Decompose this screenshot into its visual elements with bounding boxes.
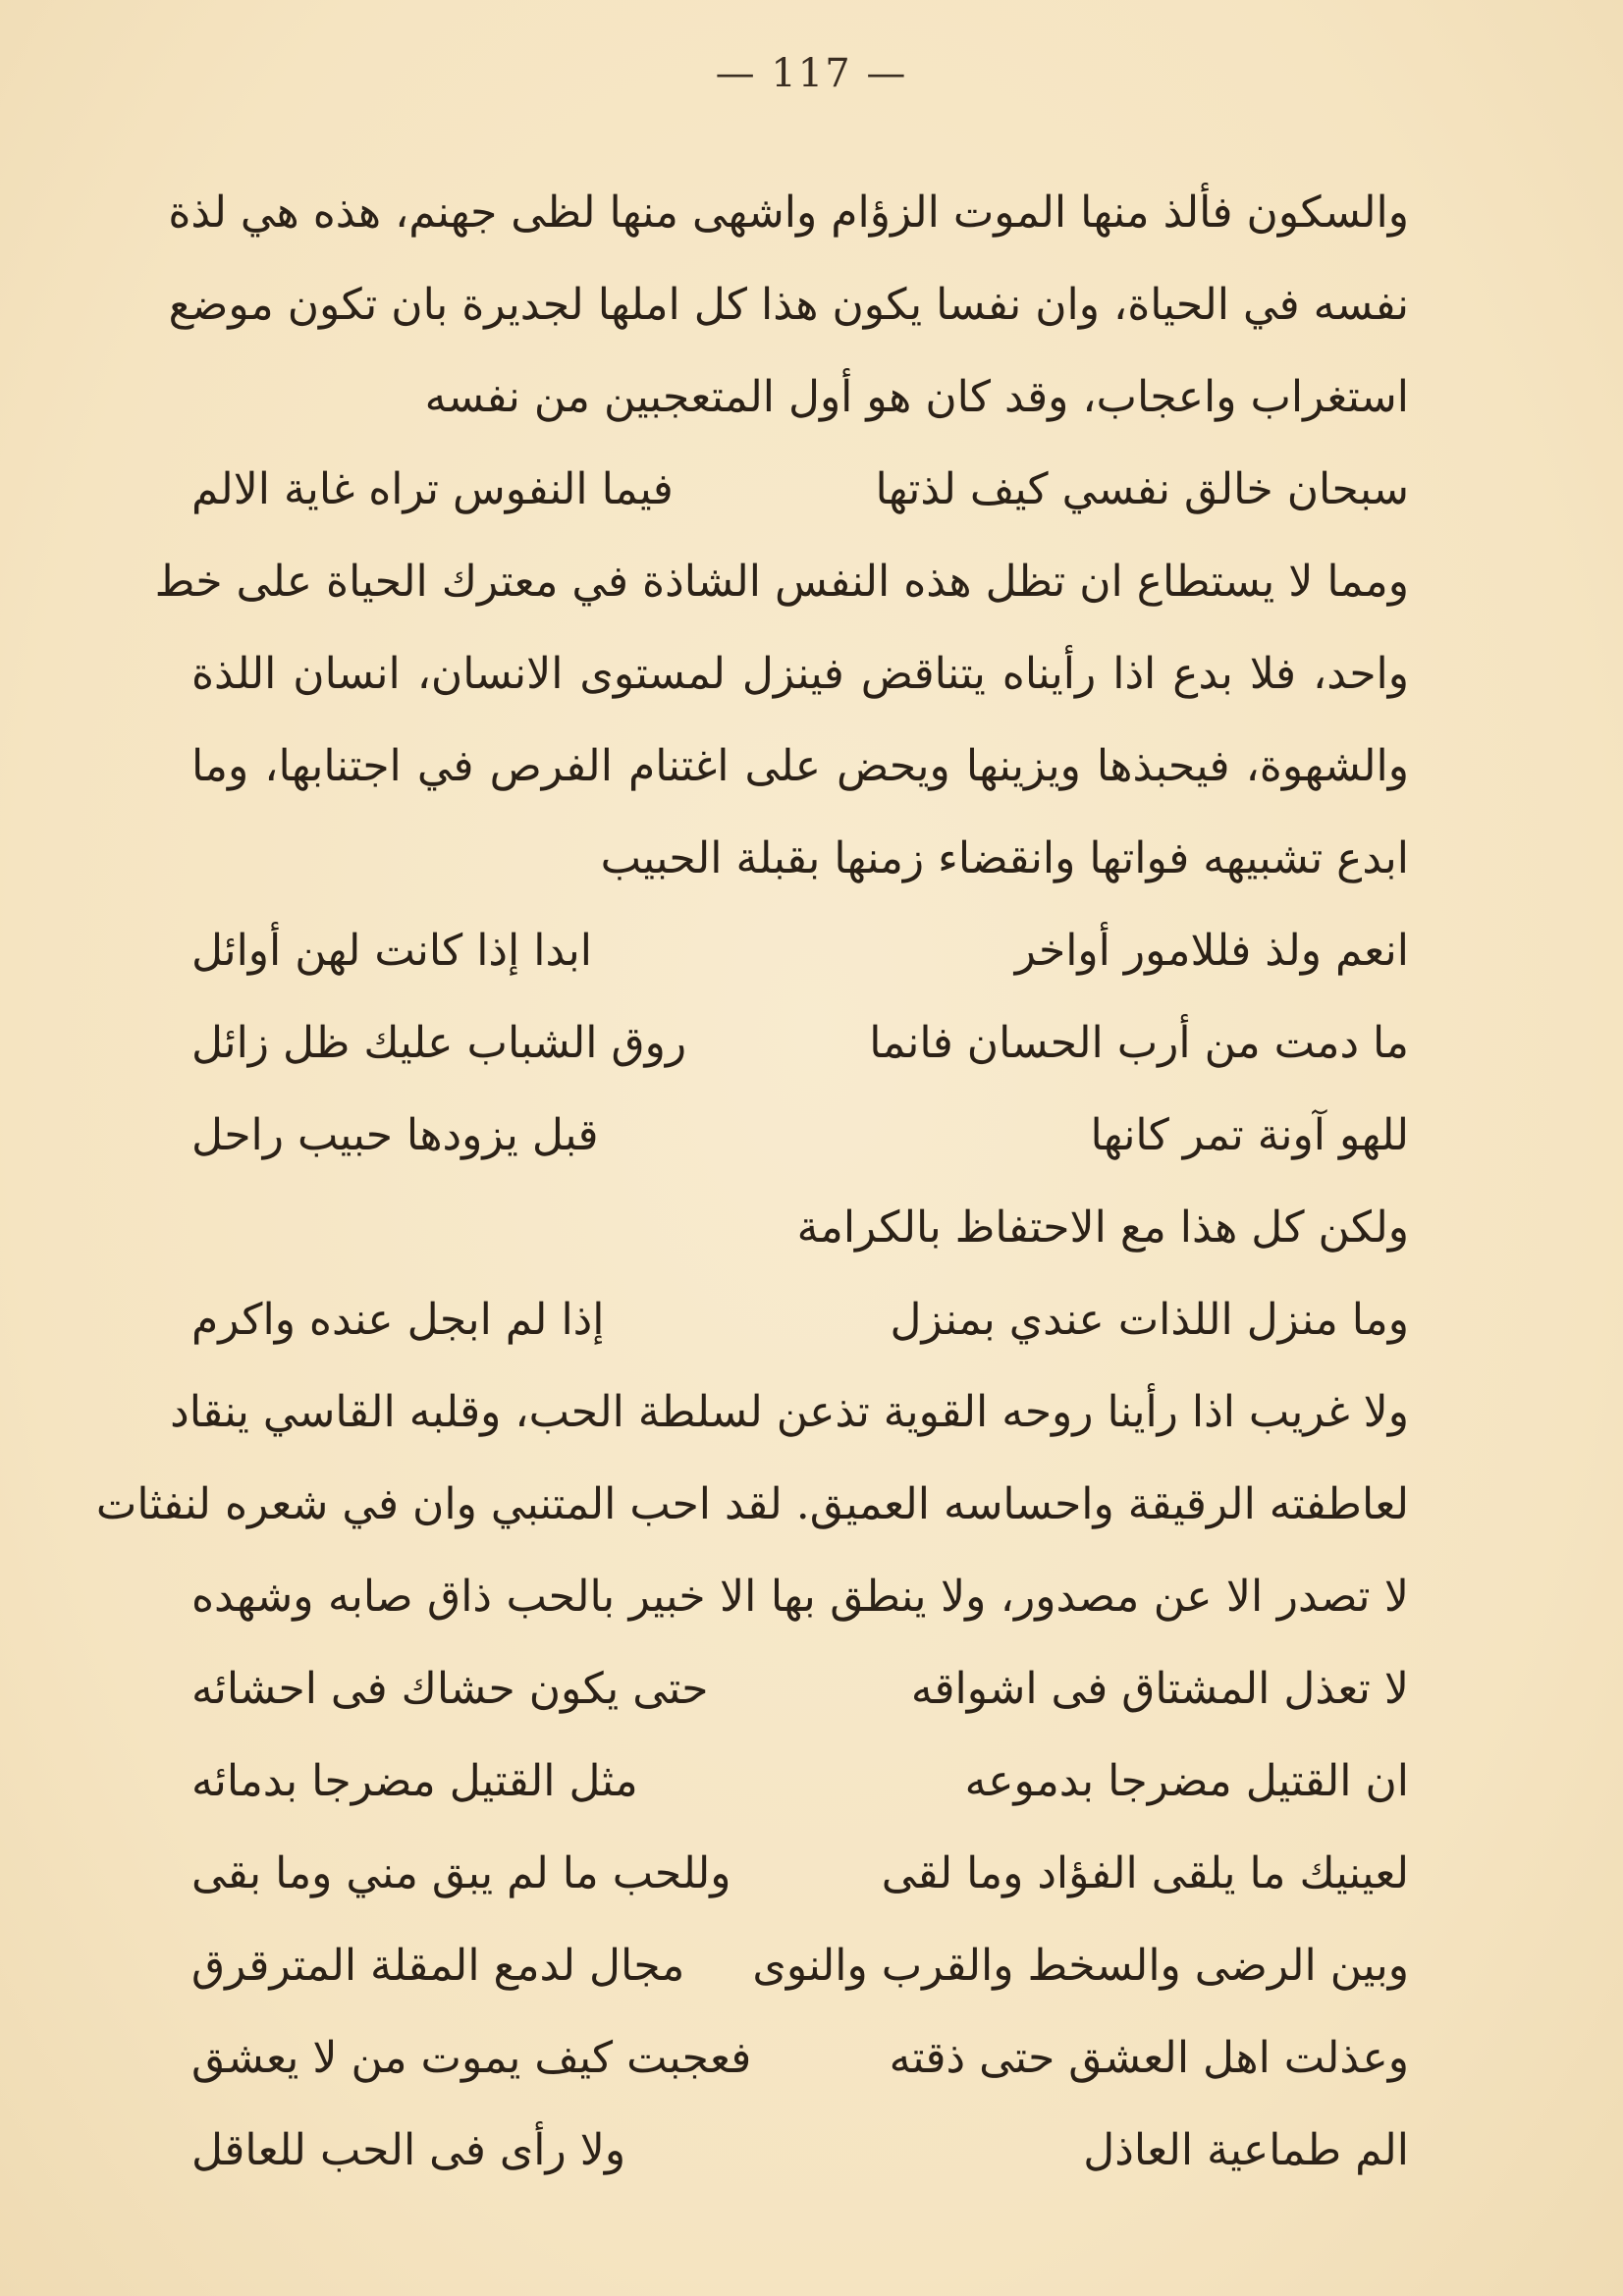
prose-line: واحد، فلا بدع اذا رأيناه يتناقض فينزل لمستوى الانسان، انسان اللذة [191, 649, 1409, 699]
verse-line [191, 905, 1409, 997]
verse-second-hemistich: حتى يكون حشاك فى احشائه [191, 1664, 709, 1714]
prose-line: ابدع تشبيهه فواتها وانقضاء زمنها بقبلة الحبيب [600, 833, 1409, 883]
verse-line [191, 997, 1409, 1090]
verse-second-hemistich: فعجبت كيف يموت من لا يعشق [191, 2033, 752, 2083]
verse-first-hemistich: وما منزل اللذات عندي بمنزل [890, 1295, 1409, 1345]
verse-second-hemistich: إذا لم ابجل عنده واكرم [191, 1295, 605, 1345]
verse-first-hemistich: لا تعذل المشتاق فى اشواقه [910, 1664, 1409, 1714]
prose-line: والشهوة، فيحبذها ويزينها ويحض على اغتنام الفرص في اجتنابها، وما [191, 741, 1409, 791]
prose-line: نفسه في الحياة، وان نفسا يكون هذا كل املها لجديرة بان تكون موضع [168, 280, 1409, 330]
verse-first-hemistich: ان القتيل مضرجا بدموعه [964, 1756, 1409, 1806]
verse-line [191, 2105, 1409, 2197]
verse-second-hemistich: مجال لدمع المقلة المترقرق [191, 1941, 685, 1991]
verse-line [191, 444, 1409, 536]
verse-second-hemistich: فيما النفوس تراه غاية الالم [191, 464, 674, 514]
arabic-text-body [95, 167, 1409, 2197]
verse-line [191, 2012, 1409, 2105]
verse-second-hemistich: قبل يزودها حبيب راحل [191, 1110, 599, 1160]
verse-line [191, 1274, 1409, 1366]
prose-line: استغراب واعجاب، وقد كان هو أول المتعجبين من نفسه [424, 372, 1409, 422]
verse-first-hemistich: للهو آونة تمر كانها [1090, 1110, 1409, 1160]
verse-first-hemistich: لعينيك ما يلقى الفؤاد وما لقى [881, 1848, 1409, 1898]
prose-line: ولا غريب اذا رأينا روحه القوية تذعن لسلطة الحب، وقلبه القاسي ينقاد [170, 1387, 1409, 1437]
verse-line [191, 1735, 1409, 1828]
verse-second-hemistich: ولا رأى فى الحب للعاقل [191, 2125, 626, 2175]
prose-line: ولكن كل هذا مع الاحتفاظ بالكرامة [796, 1202, 1409, 1253]
prose-line: والسكون فألذ منها الموت الزؤام واشهى منها لظى جهنم، هذه هي لذة [168, 187, 1409, 238]
verse-first-hemistich: سبحان خالق نفسي كيف لذتها [875, 464, 1409, 514]
verse-first-hemistich: الم طماعية العاذل [1083, 2125, 1409, 2175]
prose-line: لعاطفته الرقيقة واحساسه العميق. لقد احب المتنبي وان في شعره لنفثات [95, 1479, 1409, 1529]
prose-line: لا تصدر الا عن مصدور، ولا ينطق بها الا خبير بالحب ذاق صابه وشهده [191, 1572, 1409, 1622]
page-number: — 117 — [715, 51, 908, 96]
verse-line [191, 1828, 1409, 1920]
verse-first-hemistich: وعذلت اهل العشق حتى ذقته [889, 2033, 1409, 2083]
verse-first-hemistich: وبين الرضى والسخط والقرب والنوى [752, 1941, 1409, 1991]
verse-first-hemistich: انعم ولذ فللامور أواخر [1014, 926, 1409, 976]
verse-second-hemistich: وللحب ما لم يبق مني وما بقى [191, 1848, 731, 1898]
verse-first-hemistich: ما دمت من أرب الحسان فانما [869, 1018, 1409, 1068]
verse-line [191, 1920, 1409, 2012]
verse-second-hemistich: ابدا إذا كانت لهن أوائل [191, 926, 593, 976]
verse-line [191, 1090, 1409, 1182]
prose-line: ومما لا يستطاع ان تظل هذه النفس الشاذة في معترك الحياة على خط [154, 557, 1409, 607]
verse-line [191, 1643, 1409, 1735]
verse-second-hemistich: روق الشباب عليك ظل زائل [191, 1018, 687, 1068]
verse-second-hemistich: مثل القتيل مضرجا بدمائه [191, 1756, 638, 1806]
